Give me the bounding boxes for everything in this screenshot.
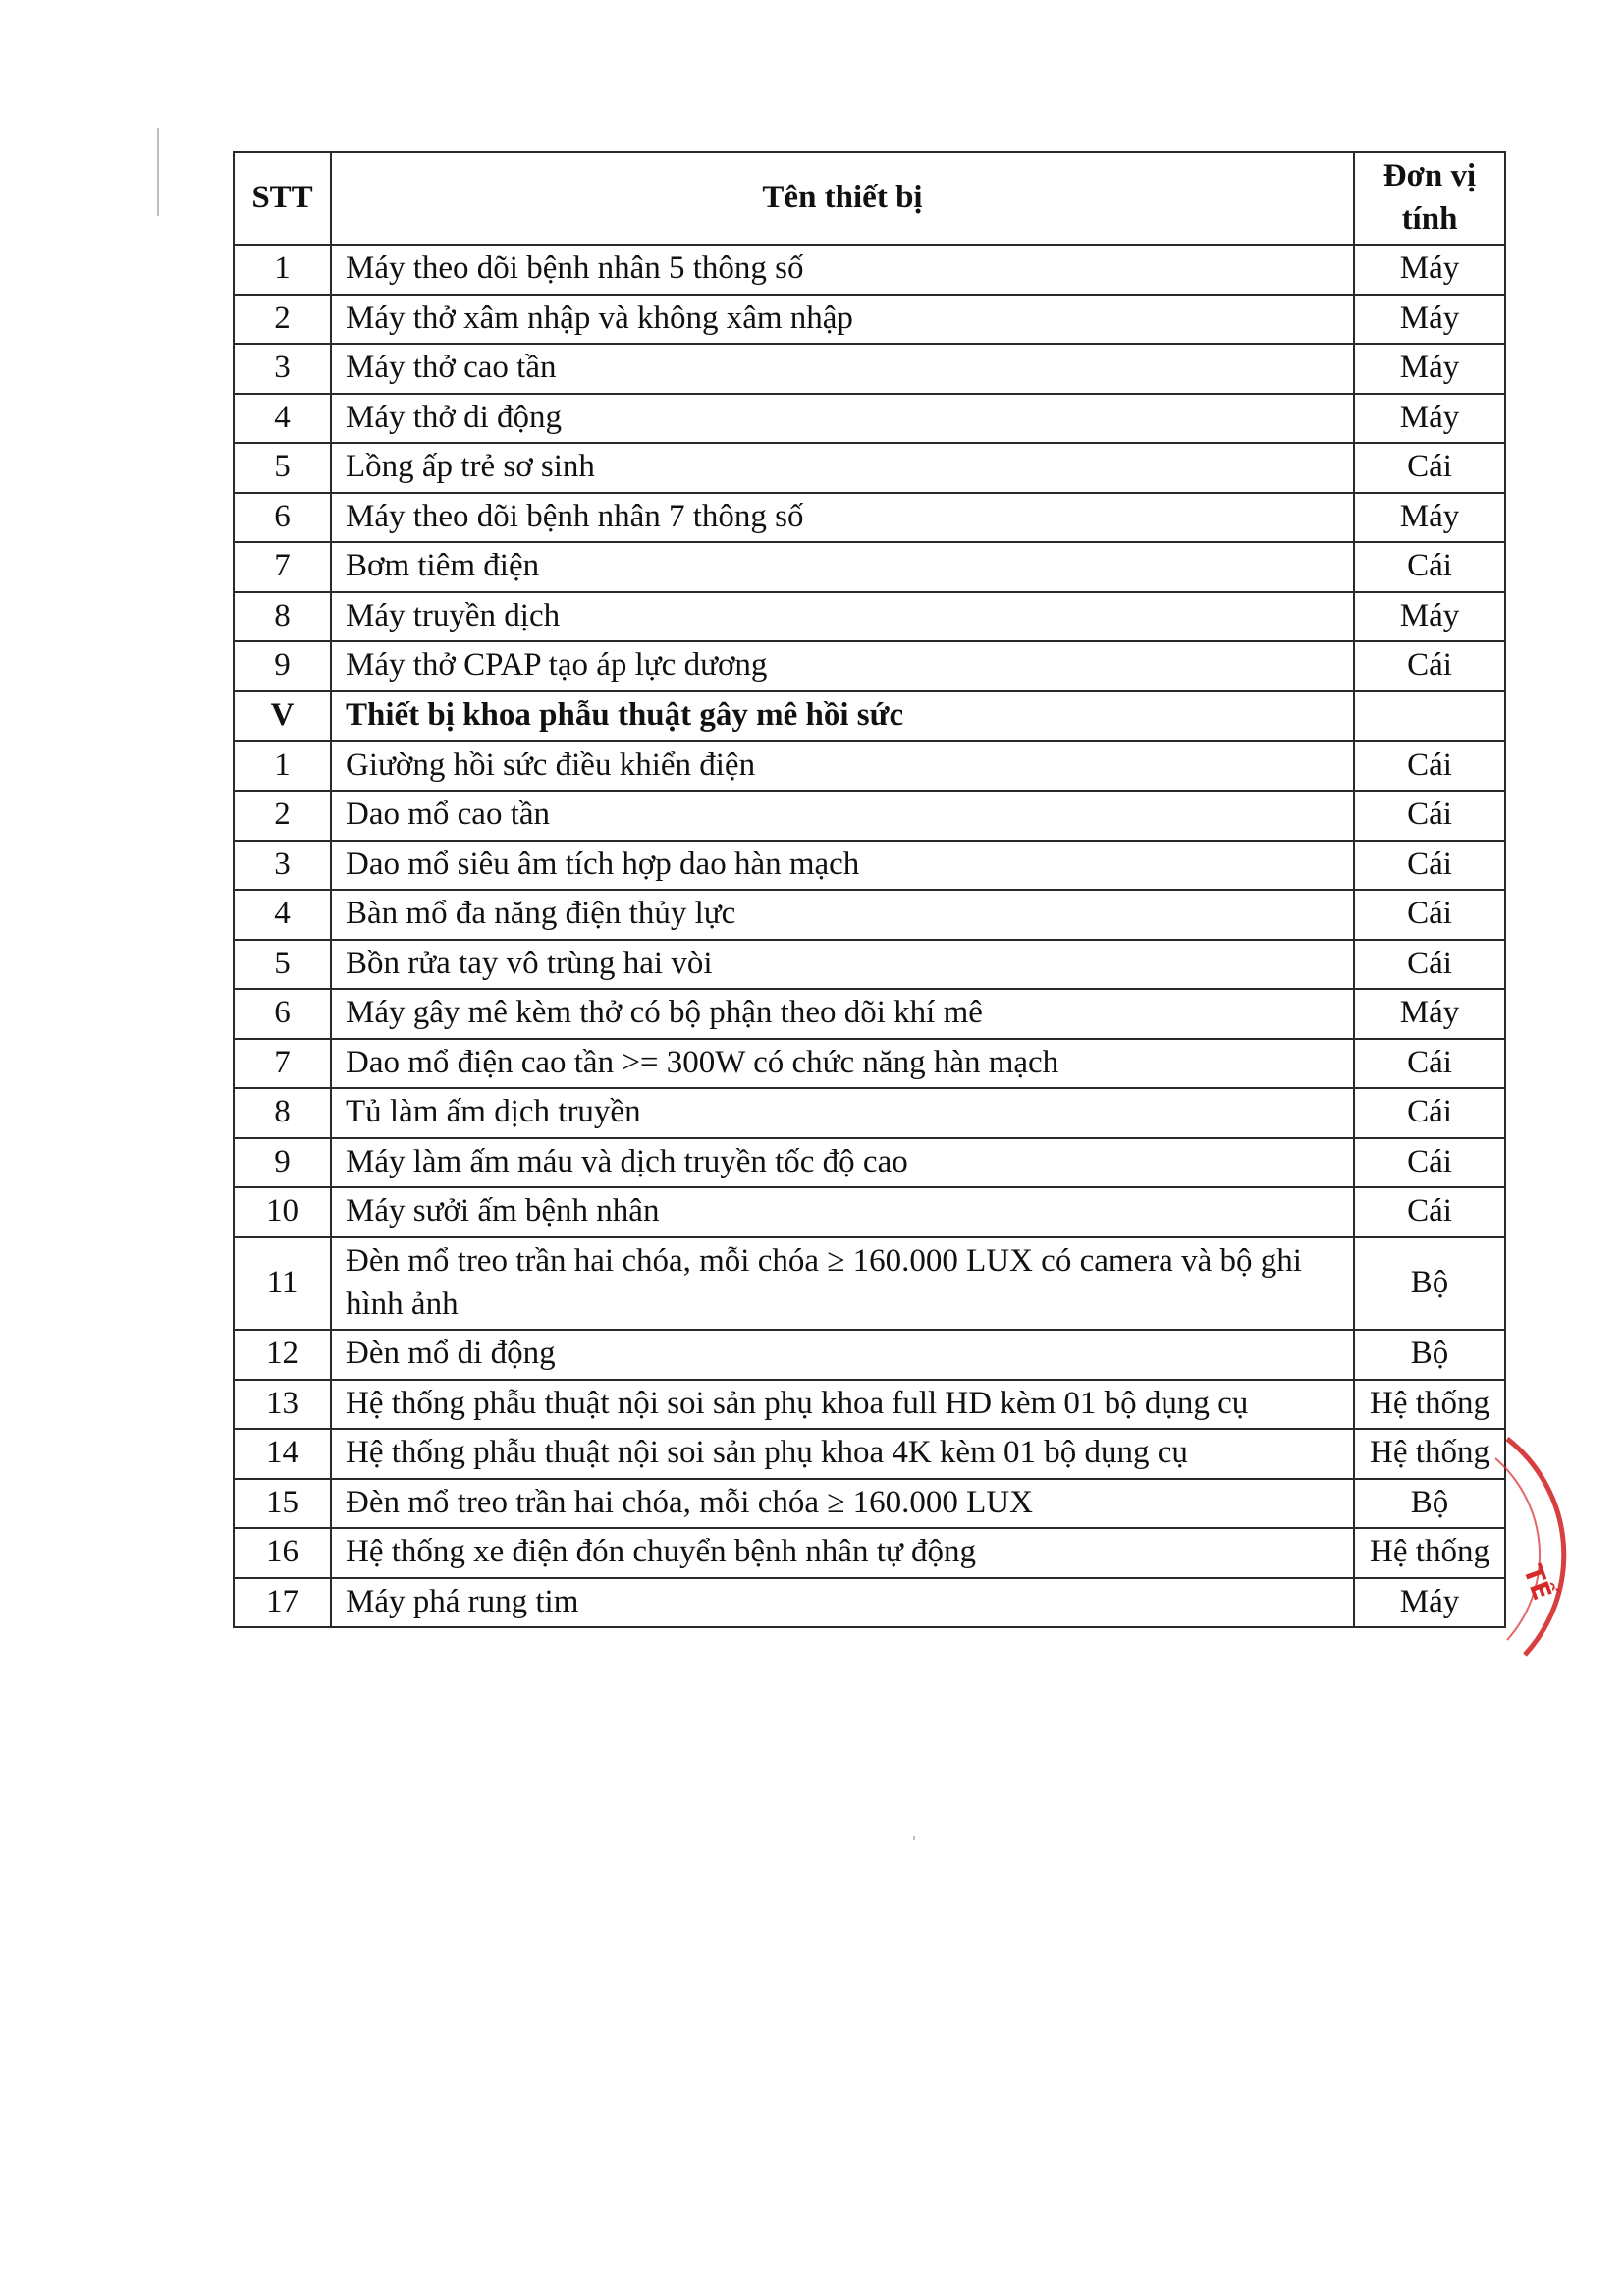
row-unit: Cái xyxy=(1354,1088,1505,1138)
table-row xyxy=(234,1429,1505,1479)
row-stt: 8 xyxy=(234,592,331,642)
row-unit: Cái xyxy=(1354,890,1505,940)
row-stt: 4 xyxy=(234,394,331,444)
header-stt: STT xyxy=(234,152,331,245)
table-row xyxy=(234,1528,1505,1578)
row-unit: Cái xyxy=(1354,841,1505,891)
row-device-name: Lồng ấp trẻ sơ sinh xyxy=(331,443,1354,493)
row-stt: 13 xyxy=(234,1380,331,1430)
row-device-name: Máy sưởi ấm bệnh nhân xyxy=(331,1187,1354,1237)
row-unit: Cái xyxy=(1354,542,1505,592)
row-device-name: Tủ làm ấm dịch truyền xyxy=(331,1088,1354,1138)
table-row xyxy=(234,1187,1505,1237)
row-stt: 3 xyxy=(234,841,331,891)
row-unit: Bộ xyxy=(1354,1237,1505,1330)
row-stt: 10 xyxy=(234,1187,331,1237)
row-device-name: Hệ thống phẫu thuật nội soi sản phụ khoa 4K kèm 01 bộ dụng cụ xyxy=(331,1429,1354,1479)
row-stt: 2 xyxy=(234,791,331,841)
row-unit: Cái xyxy=(1354,1138,1505,1188)
row-unit: Máy xyxy=(1354,592,1505,642)
row-stt: 16 xyxy=(234,1528,331,1578)
row-device-name: Máy theo dõi bệnh nhân 5 thông số xyxy=(331,245,1354,295)
table-row xyxy=(234,1039,1505,1089)
table-row xyxy=(234,791,1505,841)
row-stt: V xyxy=(234,691,331,741)
row-unit: Máy xyxy=(1354,394,1505,444)
row-stt: 9 xyxy=(234,641,331,691)
row-unit: Cái xyxy=(1354,443,1505,493)
row-stt: 6 xyxy=(234,989,331,1039)
table-row xyxy=(234,890,1505,940)
row-device-name: Đèn mổ treo trần hai chóa, mỗi chóa ≥ 160.000 LUX có camera và bộ ghi hình ảnh xyxy=(331,1237,1354,1330)
table-row xyxy=(234,493,1505,543)
section-row xyxy=(234,691,1505,741)
row-device-name: Bồn rửa tay vô trùng hai vòi xyxy=(331,940,1354,990)
row-device-name: Máy theo dõi bệnh nhân 7 thông số xyxy=(331,493,1354,543)
row-unit: Máy xyxy=(1354,1578,1505,1628)
header-unit: Đơn vị tính xyxy=(1354,152,1505,245)
row-unit: Cái xyxy=(1354,1187,1505,1237)
table-row xyxy=(234,1088,1505,1138)
row-stt: 17 xyxy=(234,1578,331,1628)
table-row xyxy=(234,1330,1505,1380)
row-device-name: Máy thở xâm nhập và không xâm nhập xyxy=(331,295,1354,345)
row-unit: Bộ xyxy=(1354,1479,1505,1529)
table-row xyxy=(234,592,1505,642)
row-device-name: Máy gây mê kèm thở có bộ phận theo dõi khí mê xyxy=(331,989,1354,1039)
row-device-name: Máy thở cao tần xyxy=(331,344,1354,394)
row-device-name: Hệ thống xe điện đón chuyển bệnh nhân tự động xyxy=(331,1528,1354,1578)
row-device-name: Máy thở CPAP tạo áp lực dương xyxy=(331,641,1354,691)
table-row xyxy=(234,940,1505,990)
table-row xyxy=(234,542,1505,592)
table-header-row xyxy=(234,152,1505,245)
row-unit: Hệ thống xyxy=(1354,1380,1505,1430)
table-row xyxy=(234,989,1505,1039)
row-unit: Cái xyxy=(1354,741,1505,792)
row-stt: 12 xyxy=(234,1330,331,1380)
row-stt: 11 xyxy=(234,1237,331,1330)
row-stt: 15 xyxy=(234,1479,331,1529)
row-device-name: Máy làm ấm máu và dịch truyền tốc độ cao xyxy=(331,1138,1354,1188)
red-seal-stamp xyxy=(1488,1419,1615,1674)
row-stt: 14 xyxy=(234,1429,331,1479)
row-device-name: Bàn mổ đa năng điện thủy lực xyxy=(331,890,1354,940)
row-device-name: Hệ thống phẫu thuật nội soi sản phụ khoa full HD kèm 01 bộ dụng cụ xyxy=(331,1380,1354,1430)
table-row xyxy=(234,1237,1505,1330)
table-row xyxy=(234,1479,1505,1529)
row-device-name: Dao mổ siêu âm tích hợp dao hàn mạch xyxy=(331,841,1354,891)
row-device-name: Máy thở di động xyxy=(331,394,1354,444)
row-stt: 7 xyxy=(234,1039,331,1089)
row-stt: 5 xyxy=(234,940,331,990)
row-unit xyxy=(1354,691,1505,741)
row-unit: Cái xyxy=(1354,641,1505,691)
row-stt: 1 xyxy=(234,245,331,295)
row-stt: 1 xyxy=(234,741,331,792)
scan-mark xyxy=(157,128,159,216)
table-row xyxy=(234,394,1505,444)
table-row xyxy=(234,295,1505,345)
row-device-name: Dao mổ cao tần xyxy=(331,791,1354,841)
row-unit: Cái xyxy=(1354,791,1505,841)
row-unit: Máy xyxy=(1354,493,1505,543)
table-row xyxy=(234,1380,1505,1430)
row-device-name: Dao mổ điện cao tần >= 300W có chức năng hàn mạch xyxy=(331,1039,1354,1089)
row-stt: 7 xyxy=(234,542,331,592)
row-device-name: Giường hồi sức điều khiển điện xyxy=(331,741,1354,792)
table-row xyxy=(234,841,1505,891)
row-unit: Cái xyxy=(1354,940,1505,990)
row-unit: Hệ thống xyxy=(1354,1429,1505,1479)
table-row xyxy=(234,245,1505,295)
row-unit: Máy xyxy=(1354,989,1505,1039)
equipment-table xyxy=(233,151,1506,1628)
row-stt: 8 xyxy=(234,1088,331,1138)
table-row xyxy=(234,641,1505,691)
table-row xyxy=(234,344,1505,394)
row-unit: Hệ thống xyxy=(1354,1528,1505,1578)
row-unit: Cái xyxy=(1354,1039,1505,1089)
row-unit: Máy xyxy=(1354,245,1505,295)
table-row xyxy=(234,443,1505,493)
row-unit: Máy xyxy=(1354,344,1505,394)
row-stt: 2 xyxy=(234,295,331,345)
row-stt: 4 xyxy=(234,890,331,940)
table-row xyxy=(234,741,1505,792)
row-stt: 9 xyxy=(234,1138,331,1188)
row-device-name: Máy truyền dịch xyxy=(331,592,1354,642)
row-device-name: Đèn mổ di động xyxy=(331,1330,1354,1380)
table-row xyxy=(234,1578,1505,1628)
row-device-name: Bơm tiêm điện xyxy=(331,542,1354,592)
row-stt: 5 xyxy=(234,443,331,493)
table-row xyxy=(234,1138,1505,1188)
row-device-name: Đèn mổ treo trần hai chóa, mỗi chóa ≥ 160.000 LUX xyxy=(331,1479,1354,1529)
row-device-name: Máy phá rung tim xyxy=(331,1578,1354,1628)
row-unit: Máy xyxy=(1354,295,1505,345)
row-stt: 3 xyxy=(234,344,331,394)
row-device-name: Thiết bị khoa phẫu thuật gây mê hồi sức xyxy=(331,691,1354,741)
stamp-partial-text: TẾ xyxy=(1516,1560,1557,1605)
row-stt: 6 xyxy=(234,493,331,543)
red-seal-stamp-graphic xyxy=(1488,1419,1615,1674)
row-unit: Bộ xyxy=(1354,1330,1505,1380)
scan-mark xyxy=(913,1836,915,1840)
header-device-name: Tên thiết bị xyxy=(331,152,1354,245)
